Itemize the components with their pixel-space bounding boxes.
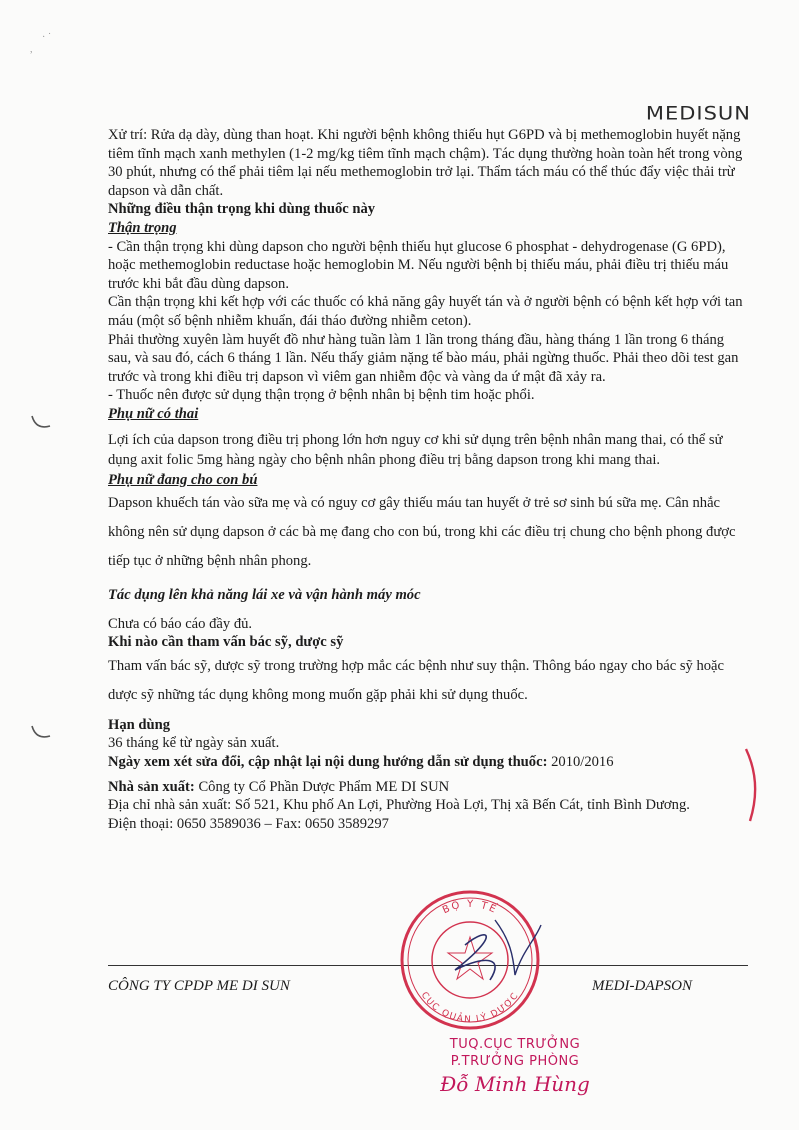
hole-punch-mark [30,722,54,744]
manufacturer-address: Địa chỉ nhà sản xuất: Số 521, Khu phố An Lợi, Phường Hoà Lợi, Thị xã Bến Cát, tỉnh Bình Dương. [108,797,690,814]
consult-paragraph: Tham vấn bác sỹ, dược sỹ trong trường hợp mắc các bệnh như suy thận. Thông báo ngay cho bác sỹ hoặc dược sỹ những tác dụng không mong muốn gặp phải khi sử dụng thuốc. [108,657,725,703]
scan-speck: · ˙ [42,32,52,43]
hole-punch-mark [30,412,54,434]
scan-speck: , [30,44,33,55]
manufacturer-label: Nhà sản xuất: [108,778,195,795]
caution-hemolysis-paragraph: Cần thận trọng khi kết hợp với các thuốc có khả năng gây huyết tán và ở người bệnh có bệnh kết hợp với tan máu (một số bệnh nhiễm khuẩn, đái tháo đường nhiễm ceton). [108,294,743,329]
signature-block [420,1036,610,1096]
precautions-heading: Những điều thận trọng khi dùng thuốc này [108,201,376,218]
driving-subheading: Tác dụng lên khả năng lái xe và vận hành máy móc [108,587,421,604]
review-date-line [108,753,748,772]
signatory-title-2: P.TRƯỞNG PHÒNG [450,1054,580,1069]
footer-company: CÔNG TY CPDP ME DI SUN [108,978,290,994]
svg-text:BỘ Y TẾ: BỘ Y TẾ [440,898,500,917]
caution-monitoring-paragraph: Phải thường xuyên làm huyết đồ như hàng tuần làm 1 lần trong tháng đầu, hàng tháng 1 lần trong 6 tháng sau, và sau đó, cách 6 tháng 1 lần. Nếu thấy giảm nặng tế bào máu, phải ngừng thuốc. Phải theo dõi test gan trước và trong khi điều trị dapson vì viêm gan nhiễm độc và vàng da ứ mật đã xảy ra. [108,331,739,385]
expiry-paragraph: 36 tháng kể từ ngày sản xuất. [108,735,280,752]
review-date-value: 2010/2016 [551,754,614,771]
signatory-title-1: TUQ.CỤC TRƯỞNG [449,1037,581,1052]
document-body [108,126,748,833]
svg-text:CỤC QUẢN LÝ DƯỢC: CỤC QUẢN LÝ DƯỢC [418,990,522,1026]
manufacturer-value: Công ty Cổ Phần Dược Phẩm ME DI SUN [198,778,450,795]
overdose-treatment-paragraph: Xử trí: Rửa dạ dày, dùng than hoạt. Khi người bệnh không thiếu hụt G6PD và bị methemoglobin huyết nặng tiêm tĩnh mạch xanh methylen (1-2 mg/kg tiêm tĩnh mạch chậm). Tác dụng thường hoàn toàn hết trong vòng 30 phút, nhưng có thể phải tiêm lại nếu methemoglobin trở lại. Thẩm tách máu có thể thúc đẩy việc thải trừ dapson và dẫn chất. [108,127,743,199]
caution-g6pd-paragraph: - Cần thận trọng khi dùng dapson cho người bệnh thiếu hụt glucose 6 phosphat - dehydrogenase (G 6PD), hoặc methemoglobin reductase hoặc hemoglobin M. Nếu người bệnh bị thiếu máu, phải điều trị thiếu máu trước khi bắt đầu dùng dapson. [108,238,729,292]
manufacturer-line [108,778,748,797]
official-stamp [395,885,545,1035]
breastfeeding-paragraph: Dapson khuếch tán vào sữa mẹ và có nguy cơ gây thiếu máu tan huyết ở trẻ sơ sinh bú sữa mẹ. Cân nhắc không nên sử dụng dapson ở các bà mẹ đang cho con bú, trong khi các điều trị chung cho bệnh phong được tiếp tục ở những bệnh nhân phong. [108,495,736,570]
signatory-name: Đỗ Minh Hùng [440,1072,590,1096]
caution-subheading: Thận trọng [108,219,177,236]
pregnancy-paragraph: Lợi ích của dapson trong điều trị phong lớn hơn nguy cơ khi sử dụng trên bệnh nhân mang thai, có thể sử dụng axit folic 5mg hàng ngày cho bệnh nhân phong điều trị bằng dapson trong khi mang thai. [108,431,723,468]
review-date-label: Ngày xem xét sửa đổi, cập nhật lại nội dung hướng dẫn sử dụng thuốc: [108,754,548,771]
manufacturer-phone: Điện thoại: 0650 3589036 – Fax: 0650 3589297 [108,815,389,832]
driving-paragraph: Chưa có báo cáo đầy đủ. [108,615,253,632]
breastfeeding-subheading: Phụ nữ đang cho con bú [108,471,258,488]
expiry-heading: Hạn dùng [108,716,171,733]
brand-logo: MEDISUN [645,102,751,124]
caution-cardiac-paragraph: - Thuốc nên được sử dụng thận trọng ở bệnh nhân bị bệnh tim hoặc phổi. [108,387,535,404]
footer-product: MEDI-DAPSON [592,978,692,994]
consult-heading: Khi nào cần tham vấn bác sỹ, dược sỹ [108,634,344,651]
pregnancy-subheading: Phụ nữ có thai [108,405,199,422]
